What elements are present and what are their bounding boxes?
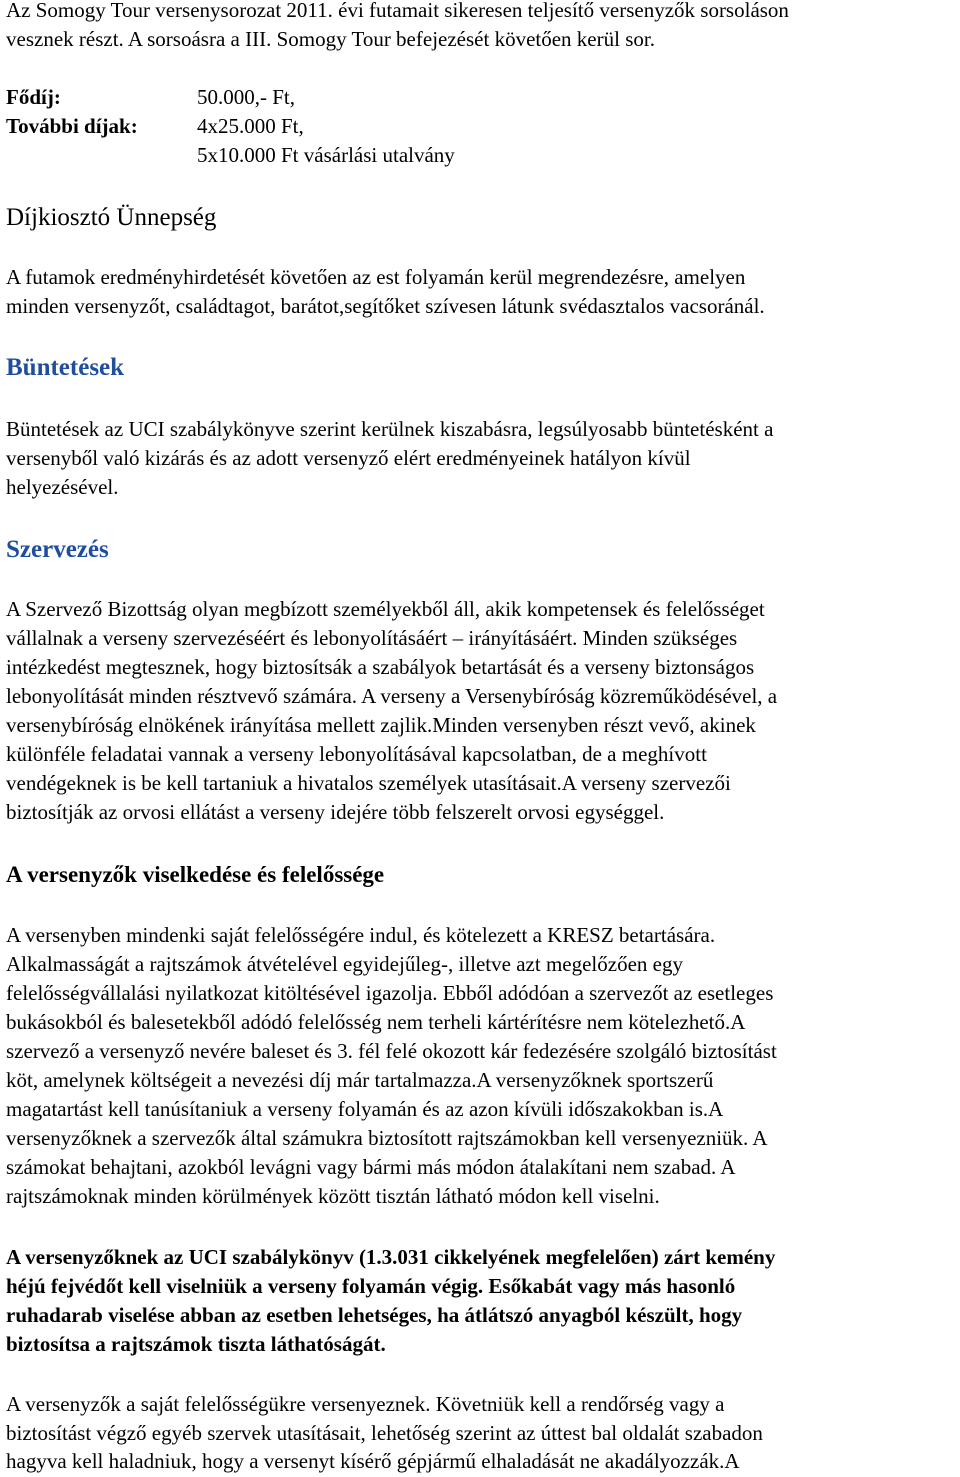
helmet-rule-line-3: ruhadarab viselése abban az esetben lehetséges, ha átlátszó anyagból készült, hogy bbox=[6, 1303, 743, 1327]
helmet-rule-line-4: biztosítsa a rajtszámok tiszta láthatóságát. bbox=[6, 1332, 386, 1356]
helmet-rule-line-1: A versenyzőknek az UCI szabálykönyv (1.3.031 cikkelyének megfelelően) zárt kemény bbox=[6, 1245, 776, 1269]
other-prize-value-2: 5x10.000 Ft vásárlási utalvány bbox=[197, 143, 455, 167]
conduct-line-3: felelősségvállalási nyilatkozat kitöltésével igazolja. Ebből adódóan a szervezőt az esetleges bbox=[6, 981, 774, 1005]
organization-line-1: A Szervező Bizottság olyan megbízott személyekből áll, akik kompetensek és felelősséget bbox=[6, 597, 765, 621]
conduct-line-2: Alkalmasságát a rajtszámok átvételével egyidejűleg-, illetve azt megelőzően egy bbox=[6, 952, 683, 976]
ceremony-heading: Díjkiosztó Ünnepség bbox=[6, 204, 217, 231]
conduct-line-8: versenyzőknek a szervezők által számukra biztosított rajtszámokban kell versenyezniük. A bbox=[6, 1126, 768, 1150]
organization-line-5: versenybíróság elnökének irányítása mellett zajlik.Minden versenyben részt vevő, akinek bbox=[6, 713, 756, 737]
main-prize-value: 50.000,- Ft, bbox=[197, 85, 296, 109]
organization-line-3: intézkedést megtesznek, hogy biztosítsák a szabályok betartását és a verseny biztonságos bbox=[6, 655, 755, 679]
organization-line-2: vállalnak a verseny szervezéséért és lebonyolításáért – irányításáért. Minden szükséges bbox=[6, 626, 738, 650]
conduct-line-4: bukásokból és balesetekből adódó felelősség nem terheli kártérítésre nem kötelezhető.A bbox=[6, 1010, 746, 1034]
ceremony-line-2: minden versenyzőt, családtagot, barátot,segítőket szívesen látunk svédasztalos vacsoránál. bbox=[6, 294, 765, 318]
organization-line-7: vendégeknek is be kell tartaniuk a hivatalos személyek utasításait.A verseny szervezői bbox=[6, 771, 731, 795]
conduct-line-10: rajtszámoknak minden körülmények között tisztán látható módon kell viselni. bbox=[6, 1184, 660, 1208]
penalties-line-1: Büntetések az UCI szabálykönyve szerint kerülnek kiszabásra, legsúlyosabb büntetésként a bbox=[6, 417, 774, 441]
intro-line-2: vesznek részt. A sorsoásra a III. Somogy Tour befejezését követően kerül sor. bbox=[6, 27, 655, 51]
intro-line-1: Az Somogy Tour versenysorozat 2011. évi futamait sikeresen teljesítő versenyzők sorsoláson bbox=[6, 0, 789, 22]
final-line-2: biztosítást végző egyéb szervek utasításait, lehetőség szerint az úttest bal oldalát szabadon bbox=[6, 1421, 763, 1445]
conduct-line-6: köt, amelynek költségeit a nevezési díj már tartalmazza.A versenyzőknek sportszerű bbox=[6, 1068, 714, 1092]
organization-line-8: biztosítják az orvosi ellátást a verseny idejére több felszerelt orvosi egységgel. bbox=[6, 800, 665, 824]
final-line-3: hagyva kell haladniuk, hogy a versenyt kísérő gépjármű elhaladását ne akadályozzák.A bbox=[6, 1449, 740, 1473]
conduct-line-7: magatartást kell tanúsítaniuk a verseny folyamán és az azon kívüli időszakokban is.A bbox=[6, 1097, 724, 1121]
conduct-heading: A versenyzők viselkedése és felelőssége bbox=[6, 862, 385, 887]
conduct-line-5: szervező a versenyző nevére baleset és 3. fél felé okozott kár fedezésére szolgáló biztosítást bbox=[6, 1039, 777, 1063]
penalties-line-2: versenyből való kizárás és az adott versenyző elért eredményeinek hatályon kívül bbox=[6, 446, 691, 470]
penalties-heading: Büntetések bbox=[6, 354, 125, 381]
organization-line-4: lebonyolítását minden résztvevő számára. A verseny a Versenybíróság közreműködésével, a bbox=[6, 684, 778, 708]
ceremony-line-1: A futamok eredményhirdetését követően az est folyamán kerül megrendezésre, amelyen bbox=[6, 265, 746, 289]
other-prizes-label: További díjak: bbox=[6, 114, 138, 138]
main-prize-label: Fődíj: bbox=[6, 85, 61, 109]
organization-heading: Szervezés bbox=[6, 536, 109, 563]
final-line-1: A versenyzők a saját felelősségükre versenyeznek. Követniük kell a rendőrség vagy a bbox=[6, 1392, 725, 1416]
conduct-line-9: számokat behajtani, azokból levágni vagy bármi más módon átalakítani nem szabad. A bbox=[6, 1155, 736, 1179]
organization-line-6: különféle feladatai vannak a verseny lebonyolításával kapcsolatban, de a meghívott bbox=[6, 742, 707, 766]
penalties-line-3: helyezésével. bbox=[6, 475, 119, 499]
conduct-line-1: A versenyben mindenki saját felelősségére indul, és kötelezett a KRESZ betartására. bbox=[6, 923, 716, 947]
helmet-rule-line-2: héjú fejvédőt kell viselniük a verseny folyamán végig. Esőkabát vagy más hasonló bbox=[6, 1274, 736, 1298]
other-prize-value-1: 4x25.000 Ft, bbox=[197, 114, 304, 138]
